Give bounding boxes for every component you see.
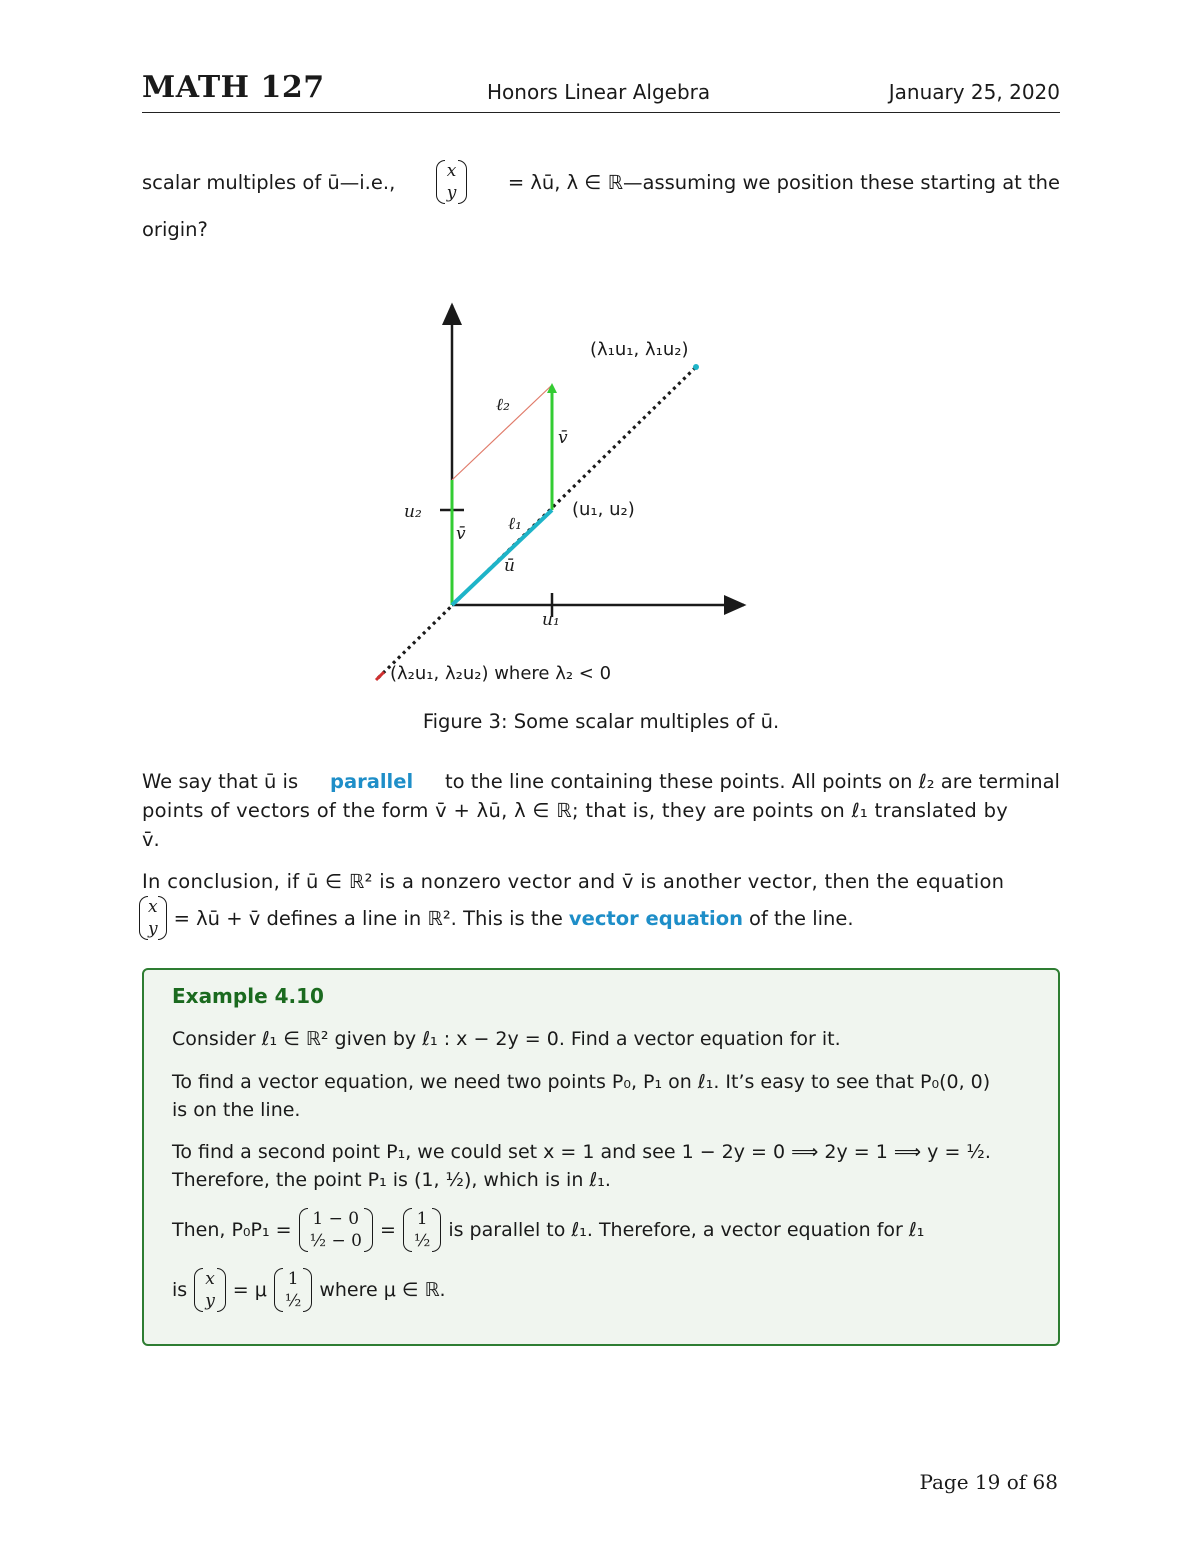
figure-scalar-multiples: [370, 295, 770, 695]
example-line-6-a: Then, P₀P₁ =: [172, 1219, 292, 1241]
figure-caption: Figure 3: Some scalar multiples of ū.: [422, 710, 780, 733]
vec-p0p1-top: 1 − 0: [312, 1209, 360, 1229]
example-box: [142, 968, 1060, 1346]
label-u: ū: [504, 556, 515, 576]
example-line-6-eq: =: [379, 1219, 396, 1241]
u-vector: [452, 510, 552, 605]
para1-line-3: v̄.: [142, 828, 160, 851]
intro-vec-top: x: [446, 161, 457, 181]
intro-line-2: origin?: [142, 218, 208, 241]
vec-result-top: 1: [416, 1209, 428, 1229]
header-date: January 25, 2020: [888, 80, 1060, 104]
example-line-3: is on the line.: [172, 1099, 301, 1121]
vec-xy-bottom: y: [205, 1291, 215, 1311]
example-line-6-b: is parallel to ℓ₁. Therefore, a vector equation for ℓ₁: [448, 1219, 925, 1241]
vec-direction-top: 1: [287, 1269, 299, 1289]
label-bottom-point: (λ₂u₁, λ₂u₂) where λ₂ < 0: [390, 663, 612, 684]
example-vec-p0p1: [298, 1208, 374, 1252]
intro-line-1: [142, 160, 1060, 204]
para2-xy-vector: [138, 896, 168, 940]
example-line-1: Consider ℓ₁ ∈ ℝ² given by ℓ₁ : x − 2y = 0. Find a vector equation for it.: [172, 1028, 841, 1050]
page-header: [142, 70, 1060, 113]
page-number: Page 19 of 68: [919, 1470, 1058, 1494]
label-v-right: v̄: [558, 428, 568, 448]
example-line-7-eq: = μ: [232, 1279, 267, 1301]
negative-tip-marker: [376, 672, 384, 680]
example-title: Example 4.10: [172, 984, 324, 1008]
vec-xy-top: x: [205, 1269, 215, 1289]
para1-text-b: to the line containing these points. All points on ℓ₂ are terminal: [445, 770, 1060, 793]
intro-xy-vector: [435, 160, 469, 204]
example-vec-result: [402, 1208, 442, 1252]
label-u1u2: (u₁, u₂): [572, 499, 635, 520]
example-line-5: Therefore, the point P₁ is (1, ½), which is in ℓ₁.: [172, 1169, 611, 1191]
top-point-marker: [693, 364, 699, 370]
para2-line-1: In conclusion, if ū ∈ ℝ² is a nonzero vector and v̄ is another vector, then the equation: [142, 870, 1005, 893]
keyword-vector-equation: vector equation: [568, 906, 744, 930]
vec-direction-bottom: ½: [284, 1291, 302, 1311]
para1-line-1: [142, 770, 1060, 793]
example-line-2: To find a vector equation, we need two points P₀, P₁ on ℓ₁. It’s easy to see that P₀(0, 0): [172, 1071, 991, 1093]
para2-vec-top: x: [148, 897, 158, 917]
example-vec-xy: [193, 1268, 227, 1312]
intro-text-a: scalar multiples of ū—i.e.,: [142, 170, 396, 194]
para1-text-a: We say that ū is: [142, 770, 299, 793]
example-line-4: To find a second point P₁, we could set x = 1 and see 1 − 2y = 0 ⟹ 2y = 1 ⟹ y = ½.: [172, 1141, 991, 1163]
example-line-7-b: where μ ∈ ℝ.: [319, 1279, 446, 1301]
label-l2: ℓ₂: [496, 395, 510, 415]
keyword-parallel: parallel: [329, 770, 414, 793]
para2-vec-bottom: y: [148, 919, 158, 939]
course-title: Honors Linear Algebra: [487, 80, 711, 104]
para1-line-2: points of vectors of the form v̄ + λū, λ ∈ ℝ; that is, they are points on ℓ₁ translated by: [142, 799, 1009, 822]
example-line-6: [172, 1208, 1032, 1252]
example-line-7: [172, 1268, 1032, 1312]
label-u1: u₁: [542, 610, 560, 630]
example-line-7-a: is: [172, 1279, 188, 1301]
example-vec-direction: [273, 1268, 313, 1312]
vec-p0p1-bottom: ½ − 0: [309, 1231, 362, 1251]
intro-vec-bottom: y: [446, 183, 457, 203]
para2-line-2: [142, 896, 1060, 940]
label-u2: u₂: [404, 502, 422, 522]
label-top-point: (λ₁u₁, λ₁u₂): [590, 339, 689, 360]
course-code: MATH 127: [142, 70, 325, 105]
para2-text-a: = λū + v̄ defines a line in ℝ². This is the: [173, 906, 563, 930]
label-l1: ℓ₁: [508, 514, 522, 534]
label-v-left: v̄: [456, 524, 466, 544]
para2-text-b: of the line.: [749, 906, 854, 930]
intro-text-b: = λū, λ ∈ ℝ—assuming we position these starting at the: [507, 170, 1060, 194]
vec-result-bottom: ½: [413, 1231, 431, 1251]
